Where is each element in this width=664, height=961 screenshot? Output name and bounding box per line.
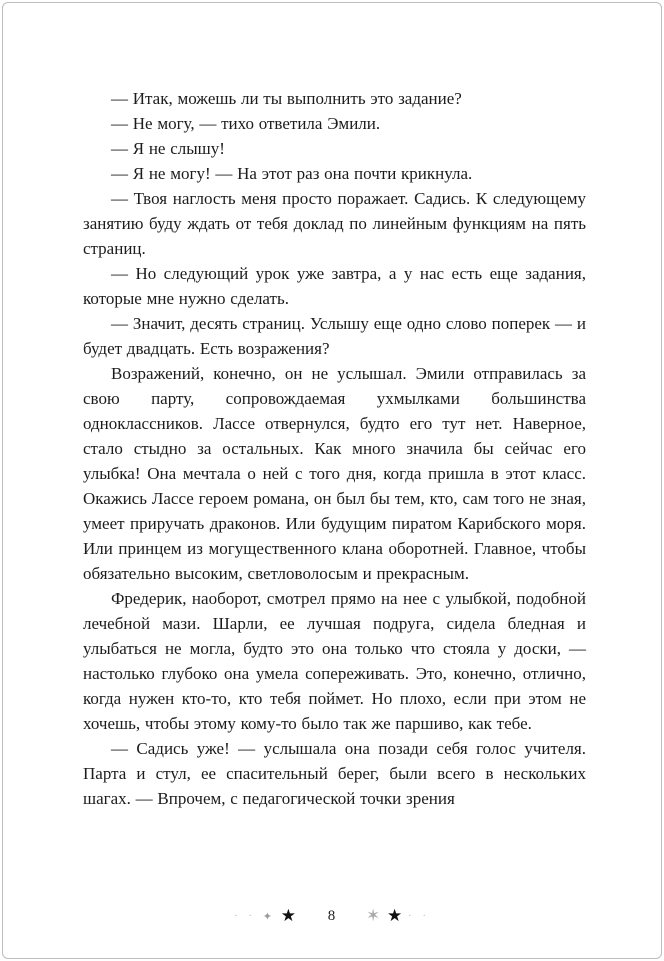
dots-ornament-icon: · ·	[407, 910, 431, 922]
black-star-icon: ★	[280, 906, 296, 925]
paragraph: — Итак, можешь ли ты выполнить это задание?	[111, 89, 462, 108]
black-star-icon: ★	[386, 906, 403, 925]
paragraph: — Значит, десять страниц. Услышу еще одно слово поперек — и будет двадцать. Есть возражения?	[83, 314, 586, 358]
paragraph: — Но следующий урок уже завтра, а у нас есть еще задания, которые мне нужно сделать.	[83, 264, 586, 308]
paragraph: — Я не могу! — На этот раз она почти крикнула.	[111, 164, 473, 183]
paragraph: — Не могу, — тихо ответила Эмили.	[111, 114, 381, 133]
right-ornament	[365, 906, 430, 926]
small-star-icon: ✦	[262, 910, 272, 923]
paragraph: Возражений, конечно, он не услышал. Эмили отправилась за свою парту, сопровождаемая ухмылками большинства одноклассников. Лассе отвернулся, будто его тут нет. Наверное, стало стыдно за остальных. Как много значила бы сейчас его улыбка! Она мечтала о ней с того дня, когда пришла в этот класс. Окажись Лассе героем романа, он был бы тем, кто, сам того не зная, умеет приручать драконов. Или будущим пиратом Карибского моря. Или принцем из могущественного клана оборотней. Главное, чтобы обязательно высоким, светловолосым и прекрасным.	[83, 364, 586, 583]
book-page	[2, 2, 662, 959]
dots-ornament-icon: · ·	[233, 910, 257, 922]
paragraph: — Садись уже! — услышала она позади себя голос учителя. Парта и стул, ее спасительный берег, были всего в нескольких шагах. — Впрочем, с педагогической точки зрения	[83, 739, 586, 808]
paragraph: Фредерик, наоборот, смотрел прямо на нее с улыбкой, подобной лечебной мази. Шарли, ее лучшая подруга, сидела бледная и улыбаться не могла, будто это она только что стояла у доски, — настолько глубоко она умела сопереживать. Это, конечно, отлично, когда нужен кто-то, кто тебя поймет. Но плохо, если при этом не хочешь, чтобы этому кому-то было так же паршиво, как тебе.	[83, 589, 586, 733]
page-number: 8	[327, 907, 336, 924]
paragraph: — Я не слышу!	[111, 139, 225, 158]
gray-star-icon: ✶	[365, 906, 381, 925]
paragraph: — Твоя наглость меня просто поражает. Садись. К следующему занятию буду ждать от тебя доклад по линейным функциям на пять страниц.	[83, 189, 586, 258]
left-ornament	[234, 906, 298, 926]
page-text	[83, 86, 586, 811]
page-footer	[3, 906, 661, 926]
